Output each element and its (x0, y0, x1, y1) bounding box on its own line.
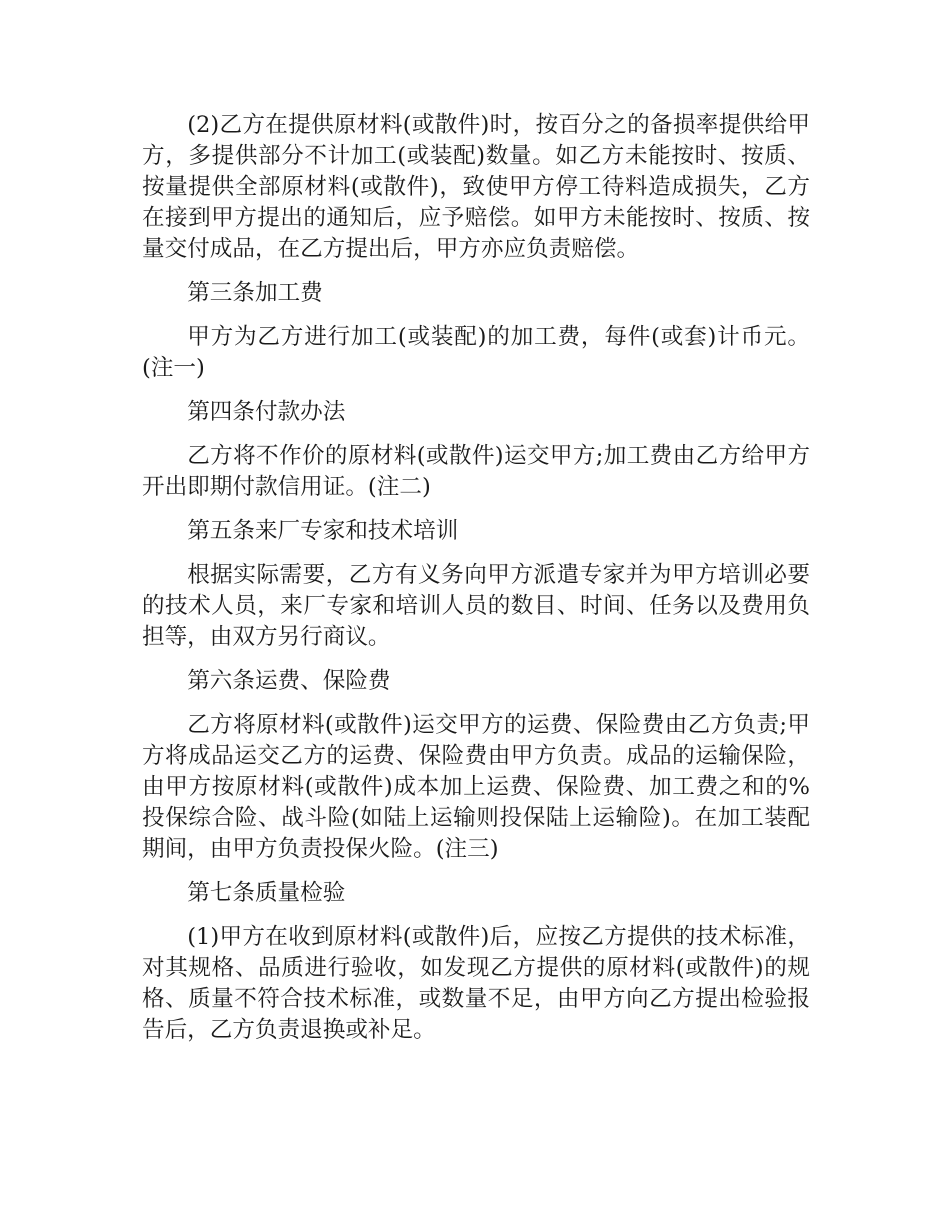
paragraph-processing-fee: 甲方为乙方进行加工(或装配)的加工费，每件(或套)计币元。(注一) (142, 324, 810, 381)
heading-article-4: 第四条付款办法 (187, 399, 346, 425)
paragraph-experts-training: 根据实际需要，乙方有义务向甲方派遣专家并为甲方培训必要的技术人员，来厂专家和培训人员的数目、时间、任务以及费用负担等，由双方另行商议。 (142, 562, 810, 650)
heading-article-7: 第七条质量检验 (187, 880, 346, 906)
heading-article-5: 第五条来厂专家和技术培训 (187, 518, 459, 544)
paragraph-freight-insurance: 乙方将原材料(或散件)运交甲方的运费、保险费由乙方负责;甲方将成品运交乙方的运费、保险费由甲方负责。成品的运输保险，由甲方按原材料(或散件)成本加上运费、保险费、加工费之和的%投保综合险、战斗险(如陆上运输则投保陆上运输险)。在加工装配期间，由甲方负责投保火险。(注三) (142, 712, 810, 862)
heading-article-6: 第六条运费、保险费 (187, 668, 391, 694)
document-page (142, 110, 810, 1059)
paragraph-payment-method: 乙方将不作价的原材料(或散件)运交甲方;加工费由乙方给甲方开出即期付款信用证。(注二) (142, 443, 810, 500)
heading-article-3: 第三条加工费 (187, 280, 323, 306)
paragraph-clause-2-materials: (2)乙方在提供原材料(或散件)时，按百分之的备损率提供给甲方，多提供部分不计加工(或装配)数量。如乙方未能按时、按质、按量提供全部原材料(或散件)，致使甲方停工待料造成损失，乙方在接到甲方提出的通知后，应予赔偿。如甲方未能按时、按质、按量交付成品，在乙方提出后，甲方亦应负责赔偿。 (142, 112, 810, 262)
paragraph-quality-inspection: (1)甲方在收到原材料(或散件)后，应按乙方提供的技术标准，对其规格、品质进行验收，如发现乙方提供的原材料(或散件)的规格、质量不符合技术标准，或数量不足，由甲方向乙方提出检验报告后，乙方负责退换或补足。 (142, 924, 810, 1043)
